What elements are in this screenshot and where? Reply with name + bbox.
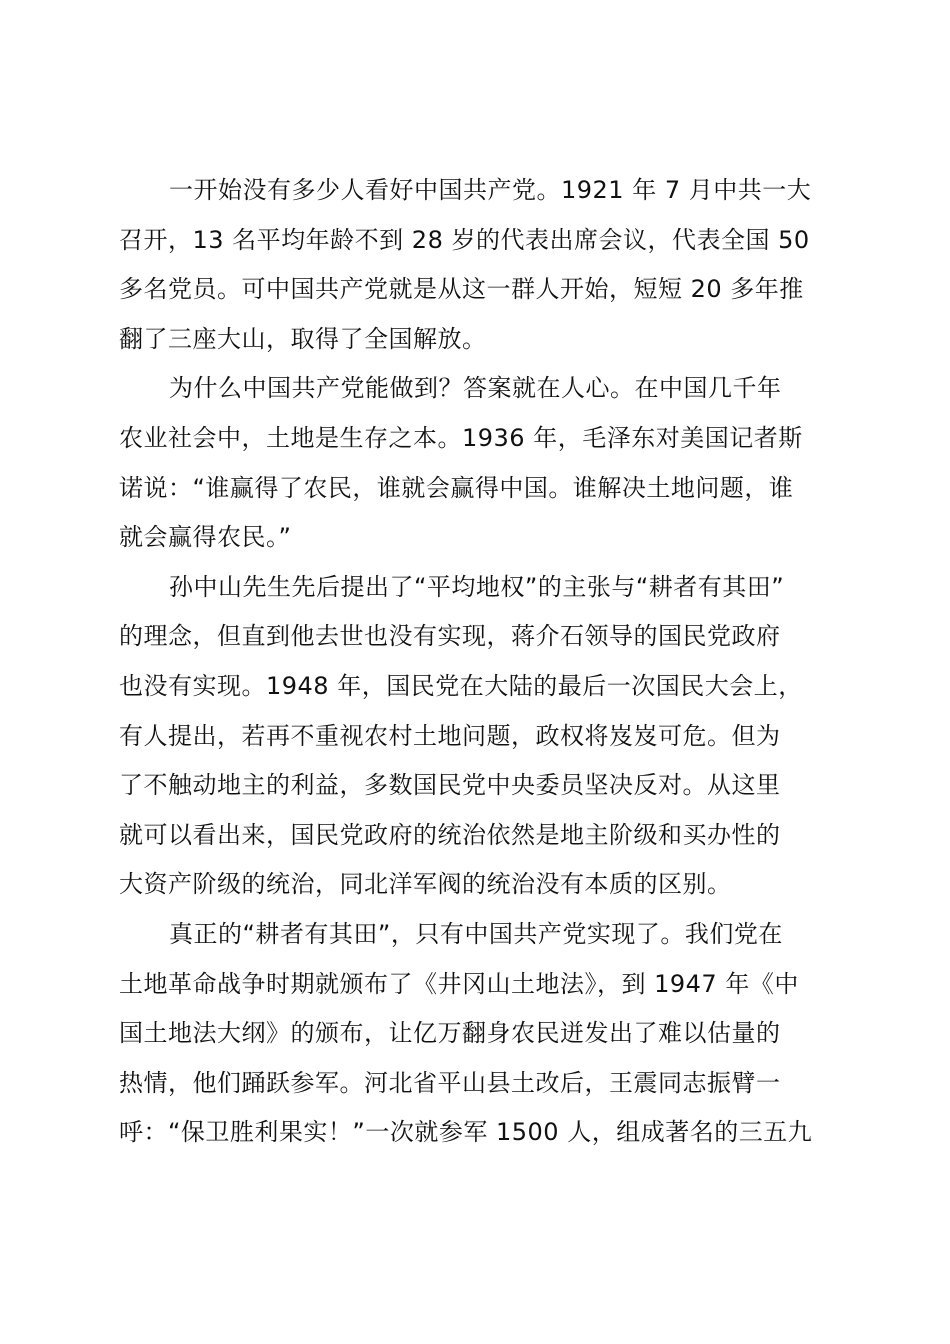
text-line-1: 一开始没有多少人看好中国共产党。1921 年 7 月中共一大 (169, 176, 812, 204)
text-line-7: 诺说：“谁赢得了农民，谁就会赢得中国。谁解决土地问题，谁 (119, 473, 794, 502)
text-line-9: 孙中山先生先后提出了“平均地权”的主张与“耕者有其田” (169, 572, 785, 601)
text-line-14: 就可以看出来，国民党政府的统治依然是地主阶级和买办性的 (119, 820, 781, 849)
text-line-16: 真正的“耕者有其田”，只有中国共产党实现了。我们党在 (169, 919, 783, 948)
text-line-6: 农业社会中，土地是生存之本。1936 年，毛泽东对美国记者斯 (119, 423, 803, 452)
text-line-18: 国土地法大纲》的颁布，让亿万翻身农民迸发出了难以估量的 (119, 1019, 781, 1048)
text-line-3: 多名党员。可中国共产党就是从这一群人开始，短短 20 多年推 (119, 275, 804, 304)
document-body (119, 166, 835, 1158)
text-line-2: 召开，13 名平均年龄不到 28 岁的代表出席会议，代表全国 50 (119, 225, 810, 254)
text-line-10: 的理念，但直到他去世也没有实现，蒋介石领导的国民党政府 (119, 622, 781, 651)
text-line-5: 为什么中国共产党能做到？答案就在人心。在中国几千年 (169, 374, 782, 403)
text-line-4: 翻了三座大山，取得了全国解放。 (119, 324, 487, 353)
text-line-13: 了不触动地主的利益，多数国民党中央委员坚决反对。从这里 (119, 771, 781, 800)
text-line-17: 土地革命战争时期就颁布了《井冈山土地法》，到 1947 年《中 (119, 969, 799, 998)
text-line-8: 就会赢得农民。” (119, 523, 292, 552)
text-line-11: 也没有实现。1948 年，国民党在大陆的最后一次国民大会上， (119, 671, 803, 700)
text-line-12: 有人提出，若再不重视农村土地问题，政权将岌岌可危。但为 (119, 721, 781, 750)
text-line-19: 热情，他们踊跃参军。河北省平山县土改后，王震同志振臂一 (119, 1068, 781, 1097)
text-line-15: 大资产阶级的统治，同北洋军阀的统治没有本质的区别。 (119, 870, 732, 899)
text-line-20: 呼：“保卫胜利果实！”一次就参军 1500 人，组成著名的三五九 (119, 1118, 813, 1147)
